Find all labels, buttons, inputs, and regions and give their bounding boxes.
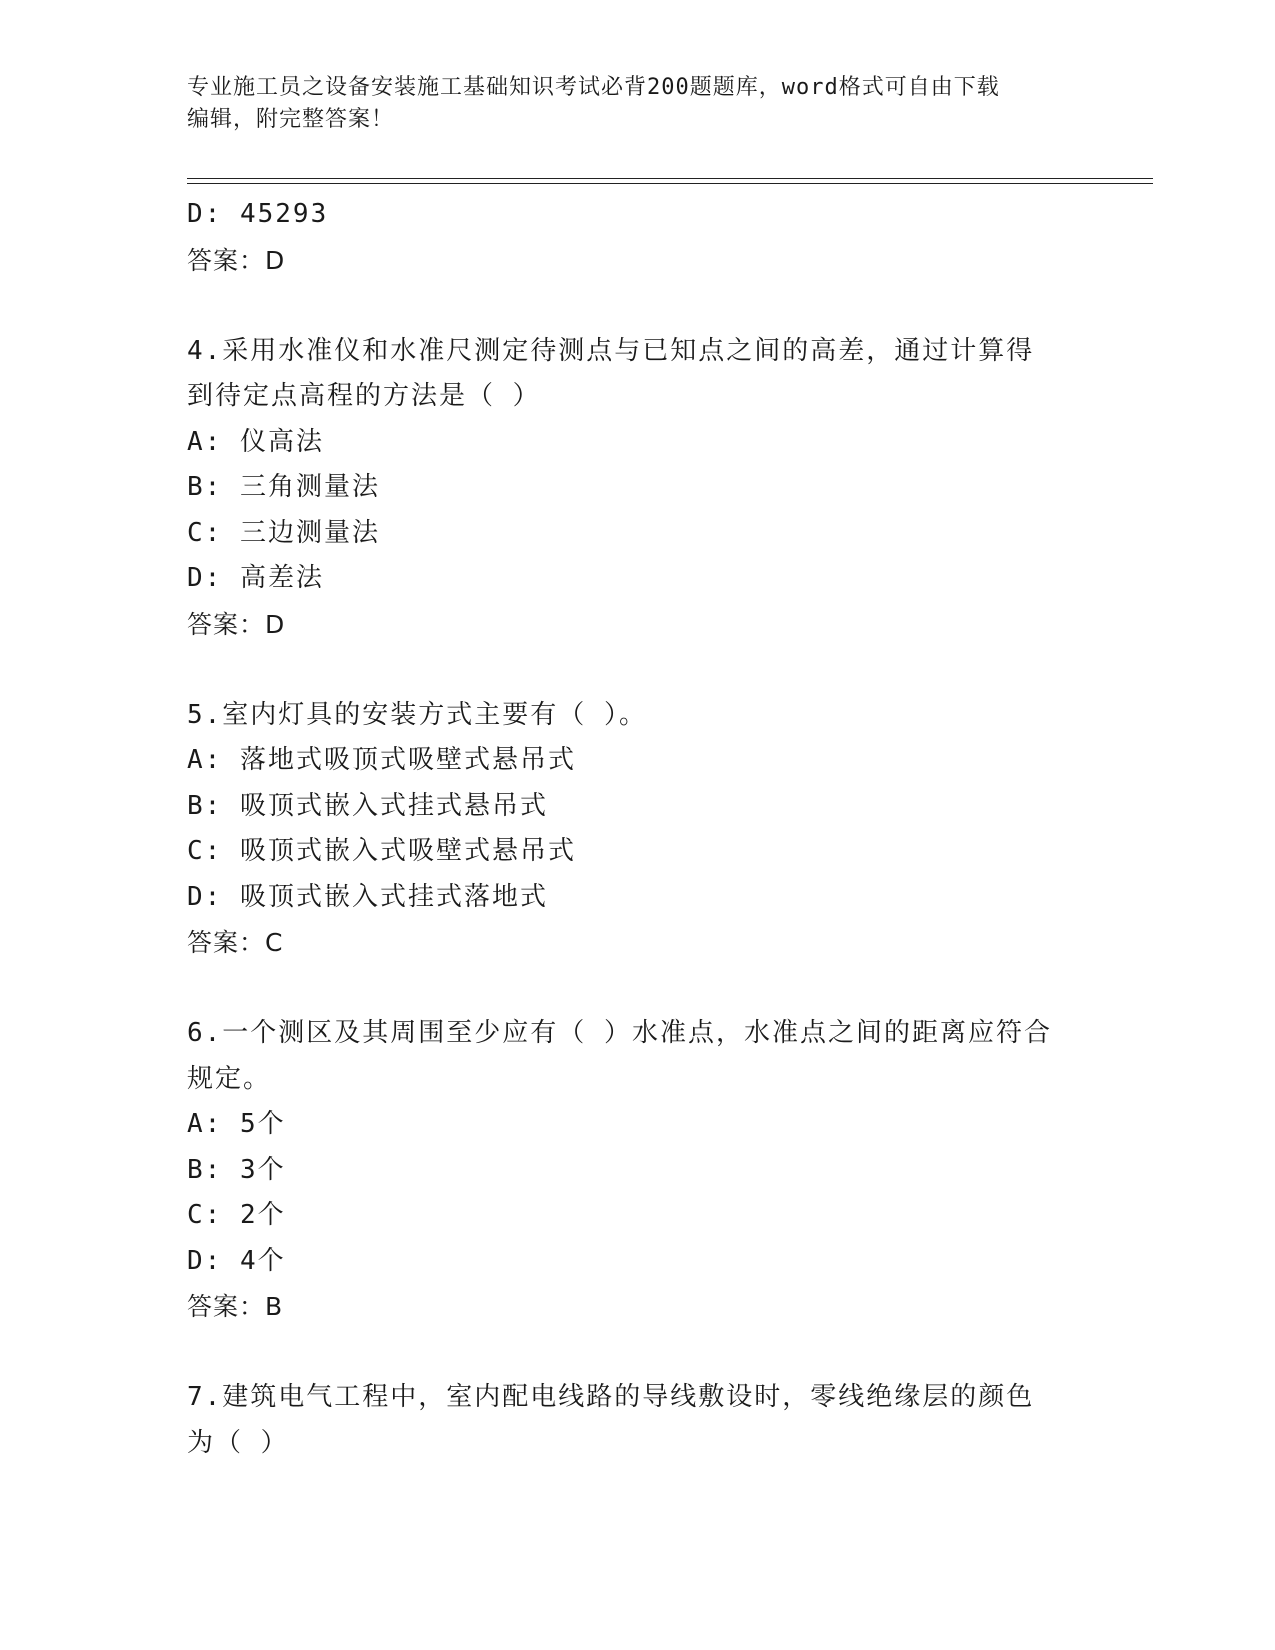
option-a: A: 5个 (187, 1109, 286, 1139)
answer-line: 答案：B (187, 1292, 284, 1321)
option-c: C: 三边测量法 (187, 517, 380, 548)
spacer (187, 647, 1087, 693)
option-a: A: 仪高法 (187, 426, 324, 457)
header-divider-bottom (187, 183, 1153, 184)
option-b: B: 吸顶式嵌入式挂式悬吊式 (187, 790, 548, 821)
option-a: A: 落地式吸顶式吸壁式悬吊式 (187, 745, 576, 775)
option-d: D: 吸顶式嵌入式挂式落地式 (187, 881, 548, 912)
question-stem: 5.室内灯具的安装方式主要有（ ）。 (187, 699, 647, 730)
question-stem-continued: 到待定点高程的方法是（ ） (187, 381, 541, 411)
question-stem: 6.一个测区及其周围至少应有（ ）水准点，水准点之间的距离应符合 (187, 1018, 1052, 1048)
question-6 (187, 1011, 1087, 1330)
option-d: D: 4个 (187, 1245, 286, 1276)
document-body (187, 192, 1087, 1466)
question-stem: 4.采用水准仪和水准尺测定待测点与已知点之间的高差，通过计算得 (187, 335, 1035, 366)
option-b: B: 3个 (187, 1154, 286, 1185)
spacer (187, 966, 1087, 1012)
option-d: D: 45293 (187, 199, 329, 229)
question-5 (187, 693, 1087, 966)
header-title-line-2: 编辑，附完整答案！ (187, 107, 395, 132)
question-stem-continued: 为（ ） (187, 1427, 289, 1458)
option-d: D: 高差法 (187, 563, 324, 593)
question-stem-continued: 规定。 (187, 1063, 272, 1094)
spacer (187, 1330, 1087, 1376)
option-c: C: 2个 (187, 1200, 286, 1230)
answer-line: 答案：D (187, 609, 286, 639)
spacer (187, 283, 1087, 329)
header-divider-top (187, 178, 1153, 179)
document-header (187, 72, 1067, 136)
question-4 (187, 329, 1087, 648)
answer-line: 答案：C (187, 928, 284, 957)
header-title-line-1: 专业施工员之设备安装施工基础知识考试必背200题题库，word格式可自由下载 (187, 75, 1000, 100)
option-c: C: 吸顶式嵌入式吸壁式悬吊式 (187, 836, 576, 866)
option-b: B: 三角测量法 (187, 472, 380, 502)
question-7 (187, 1375, 1087, 1466)
answer-line: 答案：D (187, 245, 286, 275)
question-stem: 7.建筑电气工程中，室内配电线路的导线敷设时，零线绝缘层的颜色 (187, 1382, 1035, 1412)
